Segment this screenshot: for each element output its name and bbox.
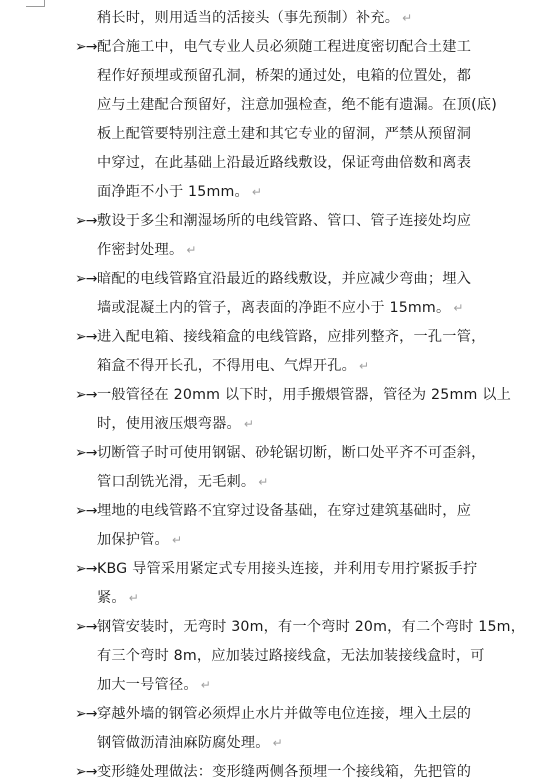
paragraph-mark-icon: ↵ [402,11,413,25]
paragraph-line [97,442,485,464]
paragraph-line [97,94,497,116]
bullet-arrow-icon: ➢→ [75,387,97,403]
margin-corner-mark [26,0,45,7]
paragraph-mark-icon: ↵ [200,678,211,692]
line-text: 箱盒不得开长孔，不得用电、气焊开孔。 [97,358,356,374]
bullet-arrow-icon: ➢→ [75,329,97,345]
paragraph-line [97,413,254,435]
paragraph-line [97,7,412,29]
line-text: 钢管做沥清油麻防腐处理。 [97,735,270,751]
line-text: 穿越外墙的钢管必须焊止水片并做等电位连接，埋入土层的 [97,706,472,722]
paragraph-line [97,500,471,522]
line-text: 程作好预埋或预留孔洞，桥架的通过处，电箱的位置处，都 [97,68,472,84]
paragraph-mark-icon: ↵ [453,301,464,315]
line-text: 有三个弯时 8m，应加装过路接线盒，无法加装接线盒时，可 [97,648,485,664]
paragraph-line [97,529,182,551]
line-text: 墙或混凝土内的管子，离表面的净距不应小于 15mm。 [97,300,451,316]
bullet-arrow-icon: ➢→ [75,271,97,287]
paragraph-line [97,761,471,783]
line-text: 加保护管。 [97,532,169,548]
line-text: 埋地的电线管路不宜穿过设备基础，在穿过建筑基础时，应 [97,503,472,519]
line-text: 稍长时，则用适当的活接头（事先预制）补充。 [97,10,400,26]
bullet-arrow-icon: ➢→ [75,39,97,55]
paragraph-line [97,36,471,58]
line-text: 中穿过，在此基础上沿最近路线敷设，保证弯曲倍数和离表 [97,155,472,171]
paragraph-mark-icon: ↵ [358,359,370,373]
paragraph-line [97,181,262,203]
line-text: 加大一号管径。 [97,677,198,693]
bullet-arrow-icon: ➢→ [75,561,97,577]
paragraph-line [97,645,485,667]
line-text: 管口刮铣光滑，无毛刺。 [97,474,256,490]
paragraph-line [97,355,369,377]
paragraph-line [97,616,525,638]
line-text: 暗配的电线管路宜沿最近的路线敷设，并应减少弯曲；埋入 [97,271,472,287]
paragraph-mark-icon: ↵ [272,736,283,750]
paragraph-line [97,703,471,725]
paragraph-line [97,268,471,290]
paragraph-mark-icon: ↵ [186,243,197,257]
paragraph-mark-icon: ↵ [171,533,183,547]
paragraph-line [97,65,471,87]
paragraph-line [97,152,471,174]
paragraph-mark-icon: ↵ [258,475,269,489]
paragraph-line [97,210,471,232]
bullet-arrow-icon: ➢→ [75,764,97,780]
bullet-arrow-icon: ➢→ [75,619,97,635]
paragraph-line [97,326,485,348]
paragraph-mark-icon: ↵ [128,591,140,605]
paragraph-mark-icon: ↵ [243,417,255,431]
bullet-arrow-icon: ➢→ [75,213,97,229]
line-text: 面净距不小于 15mm。 [97,184,249,200]
bullet-arrow-icon: ➢→ [75,706,97,722]
bullet-arrow-icon: ➢→ [75,503,97,519]
line-text: 板上配管要特别注意土建和其它专业的留洞，严禁从预留洞 [97,126,472,142]
line-text: 进入配电箱、接线箱盒的电线管路，应排列整齐，一孔一管， [97,329,486,345]
paragraph-line [97,297,464,319]
paragraph-line [97,674,211,696]
line-text: KBG 导管采用紧定式专用接头连接，并利用专用拧紧扳手拧 [97,561,478,577]
line-text: 紧。 [97,590,126,606]
paragraph-line [97,732,283,754]
line-text: 切断管子时可使用钢锯、砂轮锯切断，断口处平齐不可歪斜， [97,445,486,461]
paragraph-line [97,558,477,580]
line-text: 变形缝处理做法：变形缝两侧各预埋一个接线箱，先把管的 [97,764,472,780]
line-text: 一般管径在 20mm 以下时，用手搬煨管器，管径为 25mm 以上 [97,387,511,403]
paragraph-line [97,471,269,493]
line-text: 配合施工中，电气专业人员必须随工程进度密切配合土建工 [97,39,472,55]
line-text: 应与土建配合预留好，注意加强检查，绝不能有遗漏。在顶(底) [97,97,497,113]
bullet-arrow-icon: ➢→ [75,445,97,461]
paragraph-line [97,123,471,145]
line-text: 时，使用液压煨弯器。 [97,416,241,432]
line-text: 敷设于多尘和潮湿场所的电线管路、管口、管子连接处均应 [97,213,472,229]
paragraph-mark-icon: ↵ [251,185,263,199]
paragraph-line [97,239,197,261]
paragraph-line [97,587,139,609]
line-text: 作密封处理。 [97,242,184,258]
paragraph-line [97,384,511,406]
line-text: 钢管安装时，无弯时 30m，有一个弯时 20m，有二个弯时 15m， [97,619,526,635]
